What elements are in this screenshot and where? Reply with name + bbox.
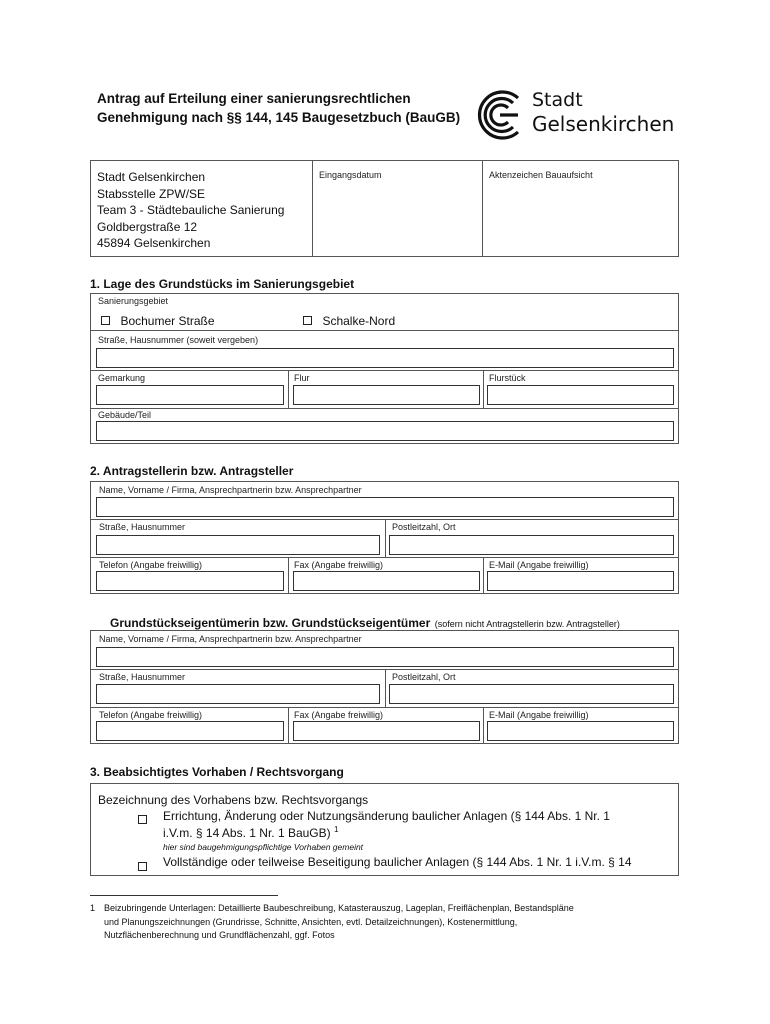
section1-heading: 1. Lage des Grundstücks im Sanierungsgebiet bbox=[90, 277, 355, 291]
name-label: Name, Vorname / Firma, Ansprechpartnerin bzw. Ansprechpartner bbox=[99, 485, 362, 495]
gebaeude-field[interactable] bbox=[96, 421, 674, 441]
flur-label: Flur bbox=[294, 373, 310, 383]
footnote-line: und Planungszeichnungen (Grundrisse, Schnitte, Ansichten, evtl. Detailzeichnungen), Kostenermittlung, bbox=[104, 916, 518, 927]
option-label: Bochumer Straße bbox=[120, 314, 215, 328]
divider bbox=[288, 557, 289, 593]
owner-box bbox=[90, 630, 679, 744]
option-bochumer-strasse[interactable] bbox=[101, 312, 215, 330]
divider bbox=[385, 669, 386, 707]
flur-field[interactable] bbox=[293, 385, 480, 405]
telefon-field[interactable] bbox=[96, 721, 284, 741]
checkbox[interactable] bbox=[101, 316, 110, 325]
strasse-field[interactable] bbox=[96, 535, 380, 555]
option-errichtung-line2-row bbox=[163, 825, 338, 840]
strasse-label: Straße, Hausnummer (soweit vergeben) bbox=[98, 335, 259, 345]
checkbox[interactable] bbox=[138, 862, 147, 871]
address-line: 45894 Gelsenkirchen bbox=[97, 236, 211, 250]
footnote-line: Beizubringende Unterlagen: Detaillierte Baubeschreibung, Katasterauszug, Lageplan, Freiflächenplan, Bestandspläne bbox=[104, 903, 574, 913]
divider bbox=[288, 370, 289, 408]
fax-field[interactable] bbox=[293, 571, 480, 591]
section2-heading: 2. Antragstellerin bzw. Antragsteller bbox=[90, 464, 294, 478]
gebaeude-label: Gebäude/Teil bbox=[98, 410, 152, 420]
telefon-label: Telefon (Angabe freiwillig) bbox=[99, 560, 203, 570]
divider bbox=[312, 161, 313, 256]
gemarkung-label: Gemarkung bbox=[98, 373, 146, 383]
option-errichtung[interactable] bbox=[138, 811, 147, 829]
fax-label: Fax (Angabe freiwillig) bbox=[294, 560, 384, 570]
option-errichtung-line2: i.V.m. § 14 Abs. 1 Nr. 1 BauGB) bbox=[163, 826, 331, 840]
flurstueck-field[interactable] bbox=[487, 385, 674, 405]
address-box bbox=[90, 160, 679, 257]
divider bbox=[483, 370, 484, 408]
footnote-line: Nutzflächenberechnung und Grundflächenzahl, ggf. Fotos bbox=[104, 930, 335, 940]
divider bbox=[91, 557, 678, 558]
email-label: E-Mail (Angabe freiwillig) bbox=[489, 560, 589, 570]
option-label: Schalke-Nord bbox=[322, 314, 396, 328]
option-beseitigung-label: Vollständige oder teilweise Beseitigung baulicher Anlagen (§ 144 Abs. 1 Nr. 1 i.V.m. § 14 bbox=[163, 855, 632, 869]
section3-box bbox=[90, 783, 679, 876]
eingangsdatum-field[interactable] bbox=[319, 185, 475, 251]
form-title-line2: Genehmigung nach §§ 144, 145 Baugesetzbuch (BauGB) bbox=[97, 110, 461, 125]
aktenzeichen-label: Aktenzeichen Bauaufsicht bbox=[489, 170, 593, 180]
fax-label: Fax (Angabe freiwillig) bbox=[294, 710, 384, 720]
footnote-marker: 1 bbox=[90, 903, 96, 913]
sanierungsgebiet-label: Sanierungsgebiet bbox=[98, 296, 169, 306]
telefon-label: Telefon (Angabe freiwillig) bbox=[99, 710, 203, 720]
strasse-label: Straße, Hausnummer bbox=[99, 522, 186, 532]
divider bbox=[385, 519, 386, 557]
form-title bbox=[97, 89, 477, 127]
address-line: Stabsstelle ZPW/SE bbox=[97, 186, 206, 201]
aktenzeichen-field[interactable] bbox=[489, 185, 673, 251]
name-field[interactable] bbox=[96, 647, 674, 667]
plz-field[interactable] bbox=[389, 684, 674, 704]
option-beseitigung[interactable] bbox=[138, 858, 147, 876]
divider bbox=[91, 370, 678, 371]
footnote-separator bbox=[90, 895, 278, 896]
checkbox[interactable] bbox=[138, 815, 147, 824]
stadt-gelsenkirchen-logo-icon bbox=[472, 89, 528, 141]
telefon-field[interactable] bbox=[96, 571, 284, 591]
footnote-ref: 1 bbox=[334, 825, 339, 834]
strasse-label: Straße, Hausnummer bbox=[99, 672, 186, 682]
flurstueck-label: Flurstück bbox=[489, 373, 526, 383]
option-errichtung-line1: Errichtung, Änderung oder Nutzungsänderung baulicher Anlagen (§ 144 Abs. 1 Nr. 1 bbox=[163, 809, 610, 823]
fax-field[interactable] bbox=[293, 721, 480, 741]
owner-heading: Grundstückseigentümerin bzw. Grundstückseigentümer bbox=[110, 616, 431, 630]
email-field[interactable] bbox=[487, 571, 674, 591]
divider bbox=[483, 707, 484, 743]
divider bbox=[483, 557, 484, 593]
divider bbox=[482, 161, 483, 256]
divider bbox=[288, 707, 289, 743]
checkbox[interactable] bbox=[303, 316, 312, 325]
strasse-field[interactable] bbox=[96, 684, 380, 704]
email-field[interactable] bbox=[487, 721, 674, 741]
option-errichtung-note: hier sind baugehmigungspflichtige Vorhaben gemeint bbox=[163, 842, 364, 852]
divider bbox=[91, 707, 678, 708]
strasse-field[interactable] bbox=[96, 348, 674, 368]
address-line: Stadt Gelsenkirchen bbox=[97, 170, 206, 184]
email-label: E-Mail (Angabe freiwillig) bbox=[489, 710, 589, 720]
bezeichnung-label: Bezeichnung des Vorhabens bzw. Rechtsvorgangs bbox=[98, 793, 369, 807]
option-schalke-nord[interactable] bbox=[303, 312, 395, 330]
logo-text-stadt: Stadt bbox=[532, 89, 583, 111]
address-line: Team 3 - Städtebauliche Sanierung bbox=[97, 203, 285, 217]
form-title-line1: Antrag auf Erteilung einer sanierungsrechtlichen bbox=[97, 91, 411, 106]
section2-box bbox=[90, 481, 679, 594]
section1-box bbox=[90, 293, 679, 444]
footnote-text bbox=[104, 902, 674, 943]
plz-label: Postleitzahl, Ort bbox=[392, 522, 456, 532]
divider bbox=[91, 408, 678, 409]
eingangsdatum-label: Eingangsdatum bbox=[319, 170, 382, 180]
owner-note: (sofern nicht Antragstellerin bzw. Antragsteller) bbox=[434, 619, 620, 629]
divider bbox=[91, 330, 678, 331]
recipient-address bbox=[97, 169, 284, 252]
section3-heading: 3. Beabsichtigtes Vorhaben / Rechtsvorgang bbox=[90, 765, 344, 779]
address-line: Goldbergstraße 12 bbox=[97, 219, 198, 234]
plz-label: Postleitzahl, Ort bbox=[392, 672, 456, 682]
logo-text-gelsenkirchen: Gelsenkirchen bbox=[532, 112, 675, 136]
gemarkung-field[interactable] bbox=[96, 385, 284, 405]
name-field[interactable] bbox=[96, 497, 674, 517]
name-label: Name, Vorname / Firma, Ansprechpartnerin bzw. Ansprechpartner bbox=[99, 634, 362, 644]
plz-field[interactable] bbox=[389, 535, 674, 555]
